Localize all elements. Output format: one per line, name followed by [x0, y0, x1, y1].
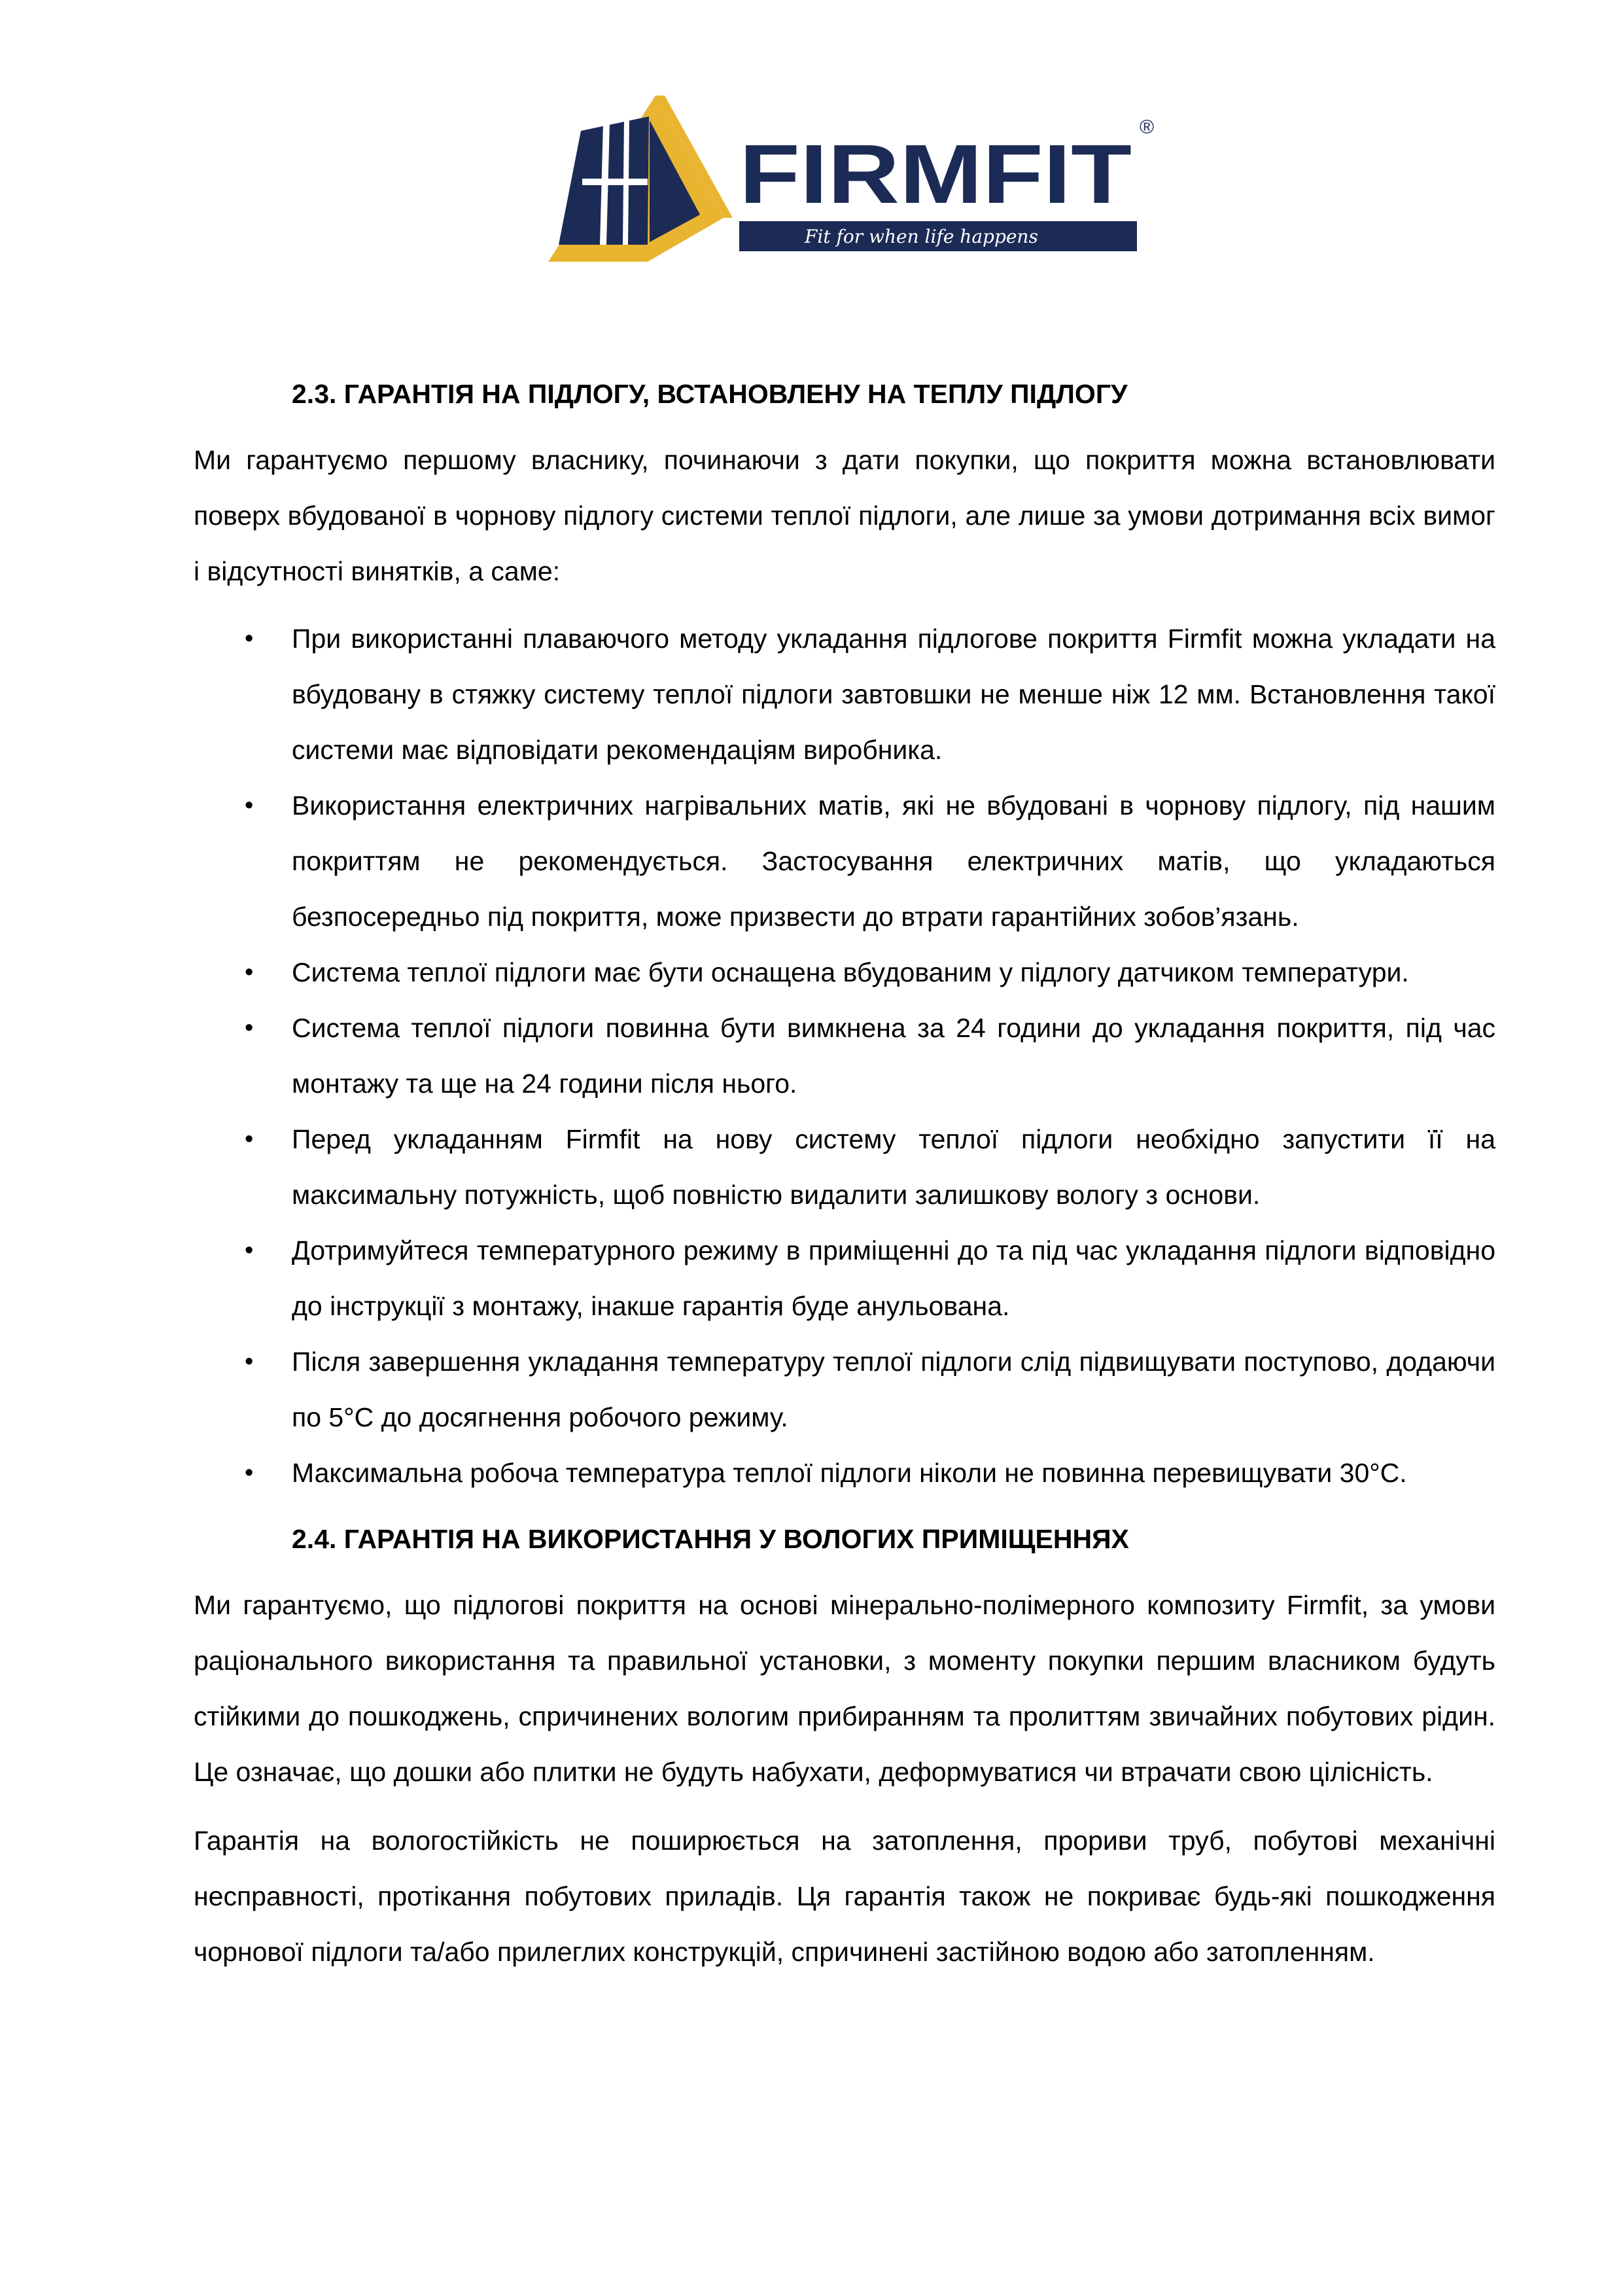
section-2-4-paragraph-2: Гарантія на вологостійкість не поширюється на затоплення, прориви труб, побутові механічні несправності, протікання побутових приладів. Ця гарантія також не покриває будь-які пошкодження чорнової підлоги та/або прилеглих конструкцій, спричинені застійною водою або затопленням. [194, 1826, 1495, 1967]
bullet-icon: • [245, 1014, 254, 1042]
section-2-4-paragraph-1: Ми гарантуємо, що підлогові покриття на основі мінерально-полімерного композиту Firmfit, за умови раціонального використання та правильної установки, з моменту покупки першим власником будуть стійкими до пошкоджень, спричинених вологим прибиранням та пролиттям звичайних побутових рідин. Це означає, що дошки або плитки не будуть набухати, деформуватися чи втрачати свою цілісність. [194, 1590, 1495, 1787]
section-2-3-intro: Ми гарантуємо першому власнику, починаючи з дати покупки, що покриття можна встановлювати поверх вбудованої в чорнову підлогу системи теплої підлоги, але лише за умови дотримання всіх вимог і відсутності винятків, а саме: [194, 445, 1495, 586]
bullet-icon: • [245, 959, 254, 986]
bullet-icon: • [245, 1125, 254, 1153]
bullet-icon: • [245, 1459, 254, 1487]
section-2-4-heading: 2.4. ГАРАНТІЯ НА ВИКОРИСТАННЯ У ВОЛОГИХ ПРИМІЩЕННЯХ [292, 1524, 1129, 1554]
brand-tagline: Fit for when life happens [805, 226, 1038, 247]
bullet-icon: • [245, 1237, 254, 1264]
document-body [194, 366, 1495, 1980]
list-item: • Перед укладанням Firmfit на нову систему теплої підлоги необхідно запустити її на максимальну потужність, щоб повністю видалити залишкову вологу з основи. [194, 1112, 1495, 1223]
brand-wordmark: FIRMFIT [739, 128, 1132, 221]
list-item: • Система теплої підлоги повинна бути вимкнена за 24 години до укладання покриття, під час монтажу та ще на 24 години після нього. [194, 1000, 1495, 1112]
heated-floor-requirements-list [194, 611, 1495, 1501]
list-item: • При використанні плаваючого методу укладання підлогове покриття Firmfit можна укладати на вбудовану в стяжку систему теплої підлоги завтовшки не менше ніж 12 мм. Встановлення такої системи має відповідати рекомендаціям виробника. [194, 611, 1495, 778]
list-item: • Максимальна робоча температура теплої підлоги ніколи не повинна перевищувати 30°C. [194, 1445, 1495, 1501]
bullet-icon: • [245, 625, 254, 652]
list-item: • Дотримуйтеся температурного режиму в приміщенні до та під час укладання підлоги відповідно до інструкції з монтажу, інакше гарантія буде анульована. [194, 1223, 1495, 1334]
firmfit-emblem-icon [548, 96, 733, 262]
list-item: • Використання електричних нагрівальних матів, які не вбудовані в чорнову підлогу, під нашим покриттям не рекомендується. Застосування електричних матів, що укладаються безпосередньо під покриття, може призвести до втрати гарантійних зобов’язань. [194, 778, 1495, 945]
list-item: • Система теплої підлоги має бути оснащена вбудованим у підлогу датчиком температури. [194, 945, 1495, 1000]
firmfit-logo [543, 90, 1164, 267]
section-2-3-heading: 2.3. ГАРАНТІЯ НА ПІДЛОГУ, ВСТАНОВЛЕНУ НА ТЕПЛУ ПІДЛОГУ [292, 379, 1128, 409]
bullet-icon: • [245, 1348, 254, 1375]
list-item: • Після завершення укладання температуру теплої підлоги слід підвищувати поступово, додаючи по 5°C до досягнення робочого режиму. [194, 1334, 1495, 1445]
registered-mark: ® [1140, 116, 1155, 138]
bullet-icon: • [245, 792, 254, 819]
